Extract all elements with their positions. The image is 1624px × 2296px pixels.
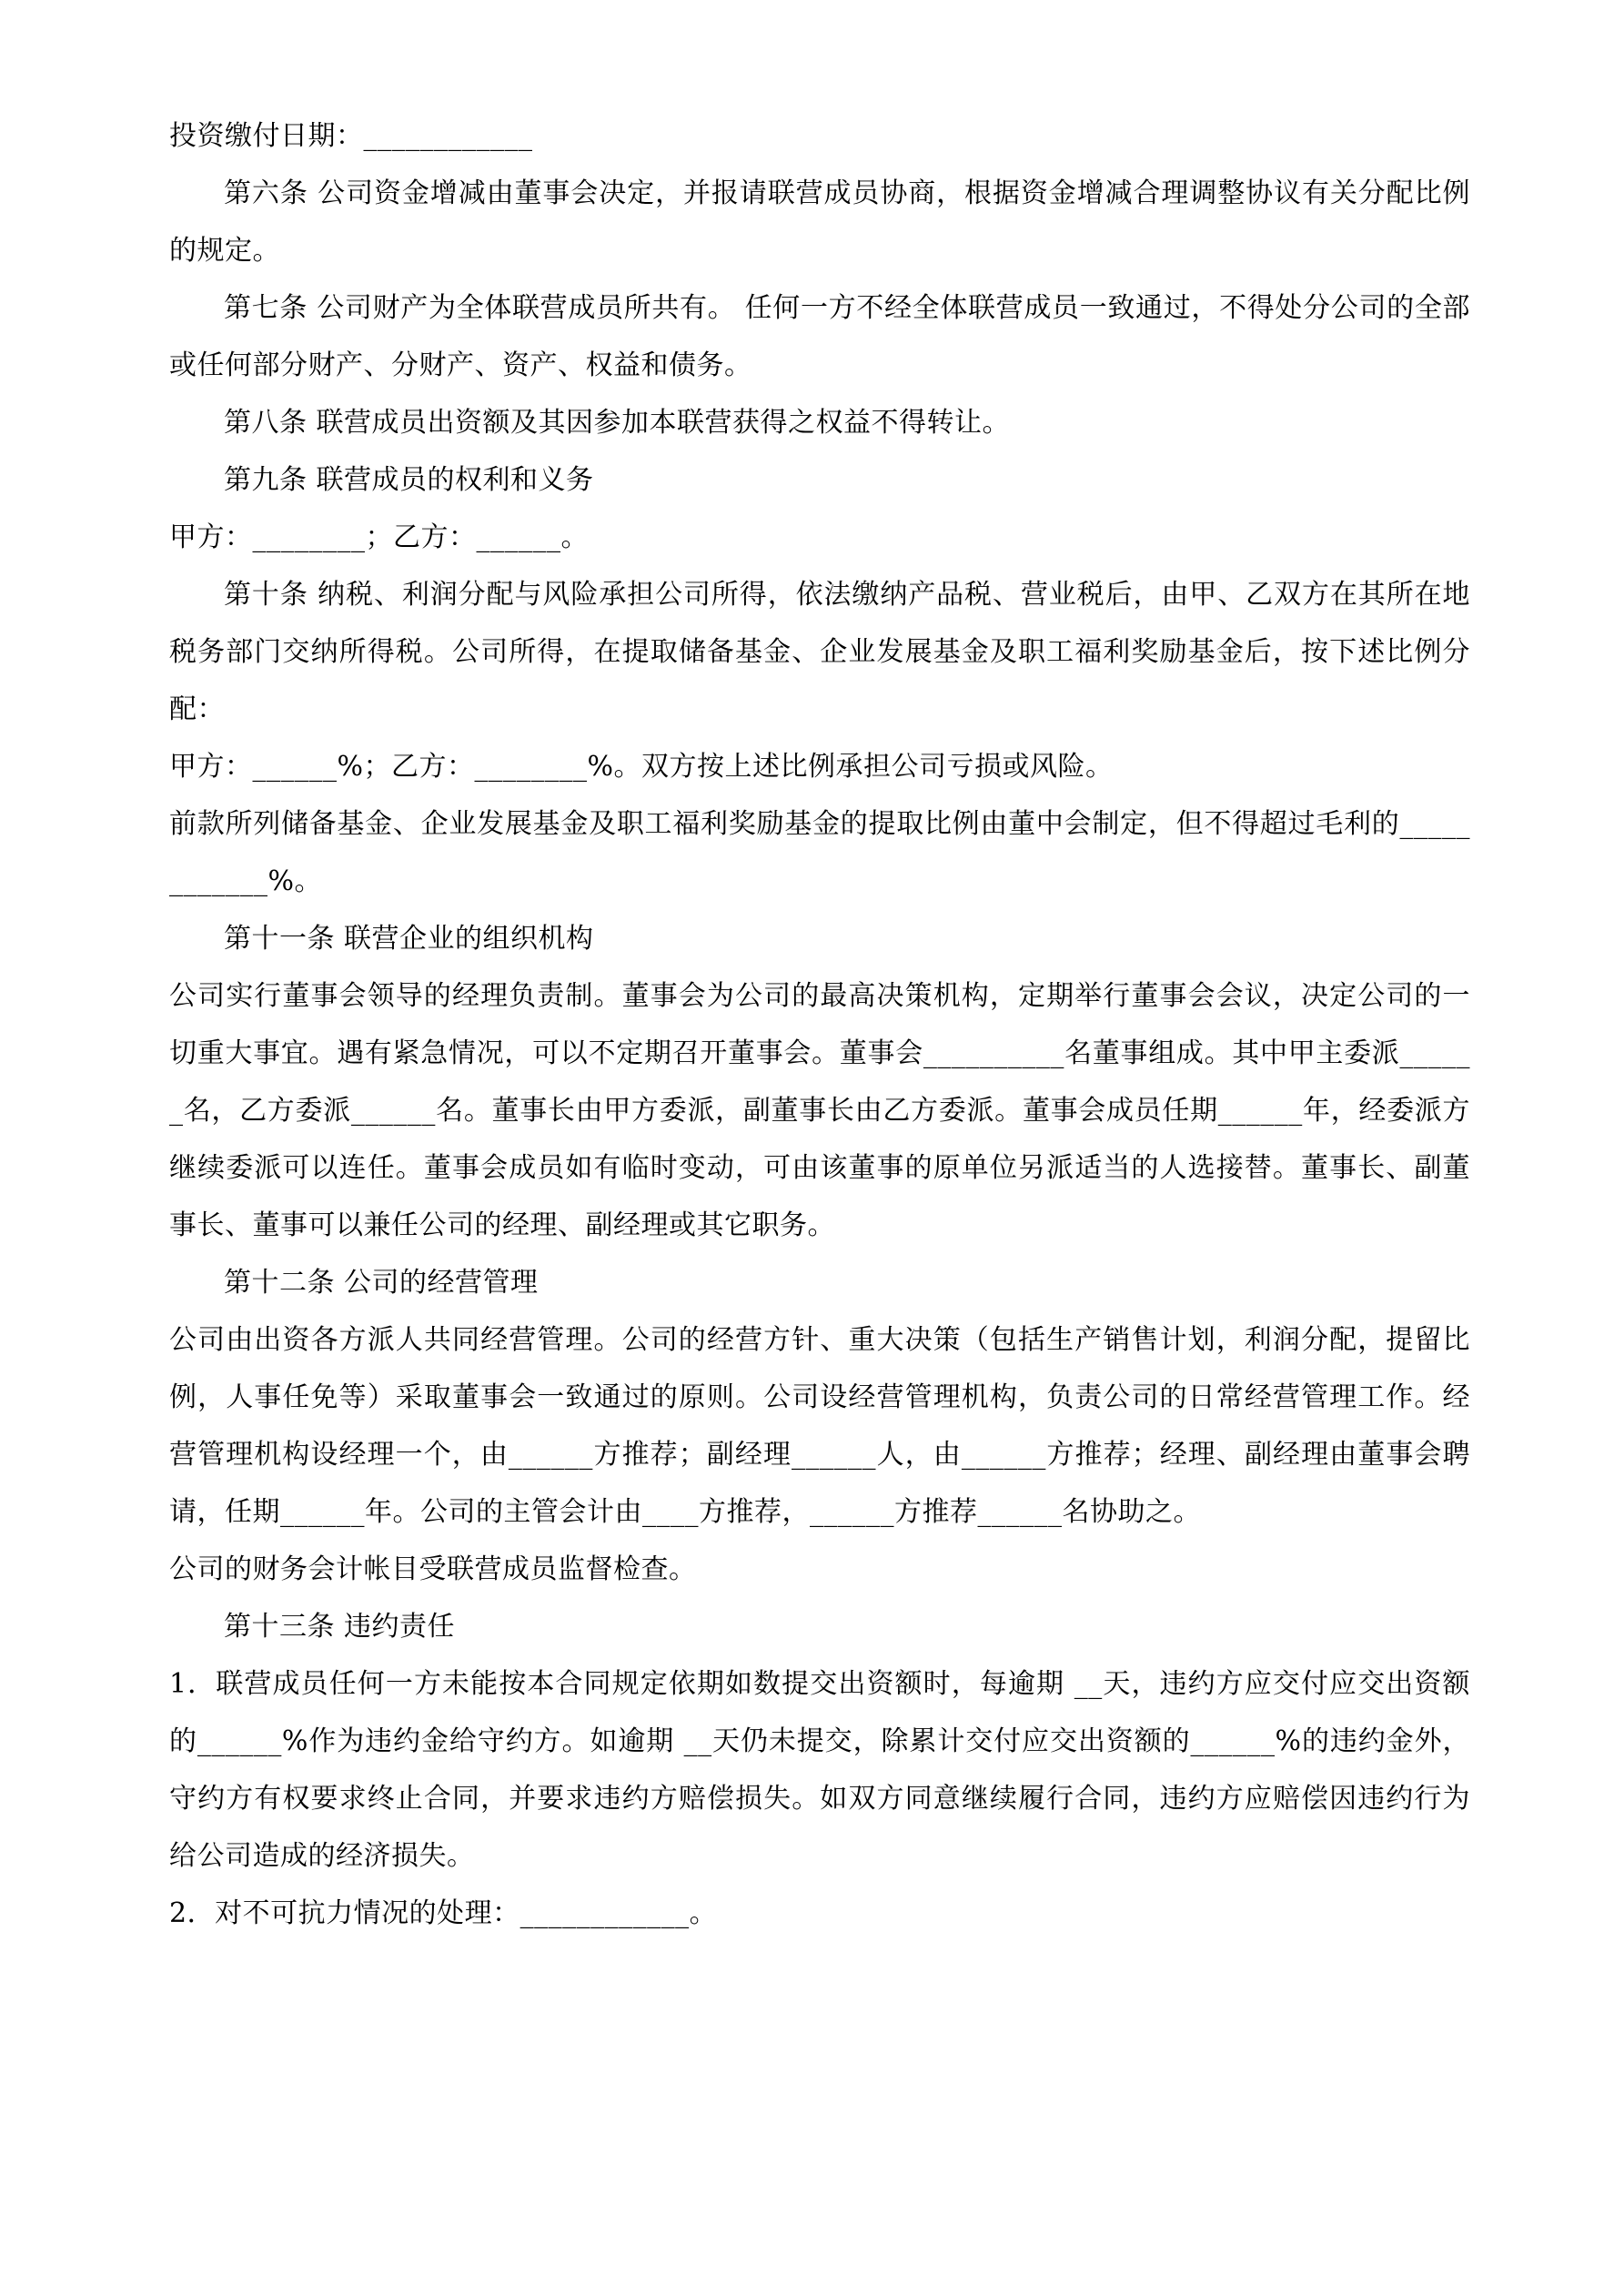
party-rights-blank-line: 甲方：________；乙方：______。 xyxy=(169,521,589,553)
clause-12-heading: 第十二条 公司的经营管理 xyxy=(224,1267,539,1299)
clause-9-heading: 第九条 联营成员的权利和义务 xyxy=(224,464,594,496)
field-investment-payment-date: 投资缴付日期：____________ xyxy=(169,120,533,152)
audit-supervision-line: 公司的财务会计帐目受联营成员监督检查。 xyxy=(169,1553,697,1585)
fund-ratio-line: 前款所列储备基金、企业发展基金及职工福利奖励基金的提取比例由董中会制定，但不得超过毛利的____________%。 xyxy=(169,808,1470,897)
clause-6: 第六条 公司资金增减由董事会决定，并报请联营成员协商，根据资金增减合理调整协议有关分配比例的规定。 xyxy=(169,177,1470,267)
clause-10: 第十条 纳税、利润分配与风险承担公司所得，依法缴纳产品税、营业税后，由甲、乙双方在其所在地税务部门交纳所得税。公司所得，在提取储备基金、企业发展基金及职工福利奖励基金后，按下述比例分配： xyxy=(169,579,1470,725)
clause-13-heading: 第十三条 违约责任 xyxy=(224,1611,456,1643)
clause-13-item-2: 2．对不可抗力情况的处理：____________。 xyxy=(169,1897,718,1929)
clause-11-heading: 第十一条 联营企业的组织机构 xyxy=(224,923,594,955)
profit-ratio-line: 甲方：______%；乙方：________%。双方按上述比例承担公司亏损或风险。 xyxy=(169,751,1114,783)
clause-13-item-1: 1．联营成员任何一方未能按本合同规定依期如数提交出资额时，每逾期 __天，违约方应交付应交出资额的______%作为违约金给守约方。如逾期 __天仍未提交，除累计交付应交出资额的______%的违约金外，守约方有权要求终止合同，并要求违约方赔偿损失。如双方同意继续履行合同，违约方应赔偿因违约行为给公司造成的经济损失。 xyxy=(169,1668,1470,1872)
clause-12-body: 公司由出资各方派人共同经营管理。公司的经营方针、重大决策（包括生产销售计划，利润分配，提留比例，人事任免等）采取董事会一致通过的原则。公司设经营管理机构，负责公司的日常经营管理工作。经营管理机构设经理一个，由______方推荐；副经理______人，由______方推荐；经理、副经理由董事会聘请，任期______年。公司的主管会计由____方推荐，______方推荐______名协助之。 xyxy=(169,1324,1470,1528)
clause-7: 第七条 公司财产为全体联营成员所共有。 任何一方不经全体联营成员一致通过，不得处分公司的全部或任何部分财产、分财产、资产、权益和债务。 xyxy=(169,292,1470,381)
document-content xyxy=(169,107,1470,1942)
clause-8: 第八条 联营成员出资额及其因参加本联营获得之权益不得转让。 xyxy=(224,407,1011,439)
clause-11-body: 公司实行董事会领导的经理负责制。董事会为公司的最高决策机构，定期举行董事会会议，决定公司的一切重大事宜。遇有紧急情况，可以不定期召开董事会。董事会__________名董事组成。其中甲主委派______名，乙方委派______名。董事长由甲方委派，副董事长由乙方委派。董事会成员任期______年，经委派方继续委派可以连任。董事会成员如有临时变动，可由该董事的原单位另派适当的人选接替。董事长、副董事长、董事可以兼任公司的经理、副经理或其它职务。 xyxy=(169,980,1470,1241)
